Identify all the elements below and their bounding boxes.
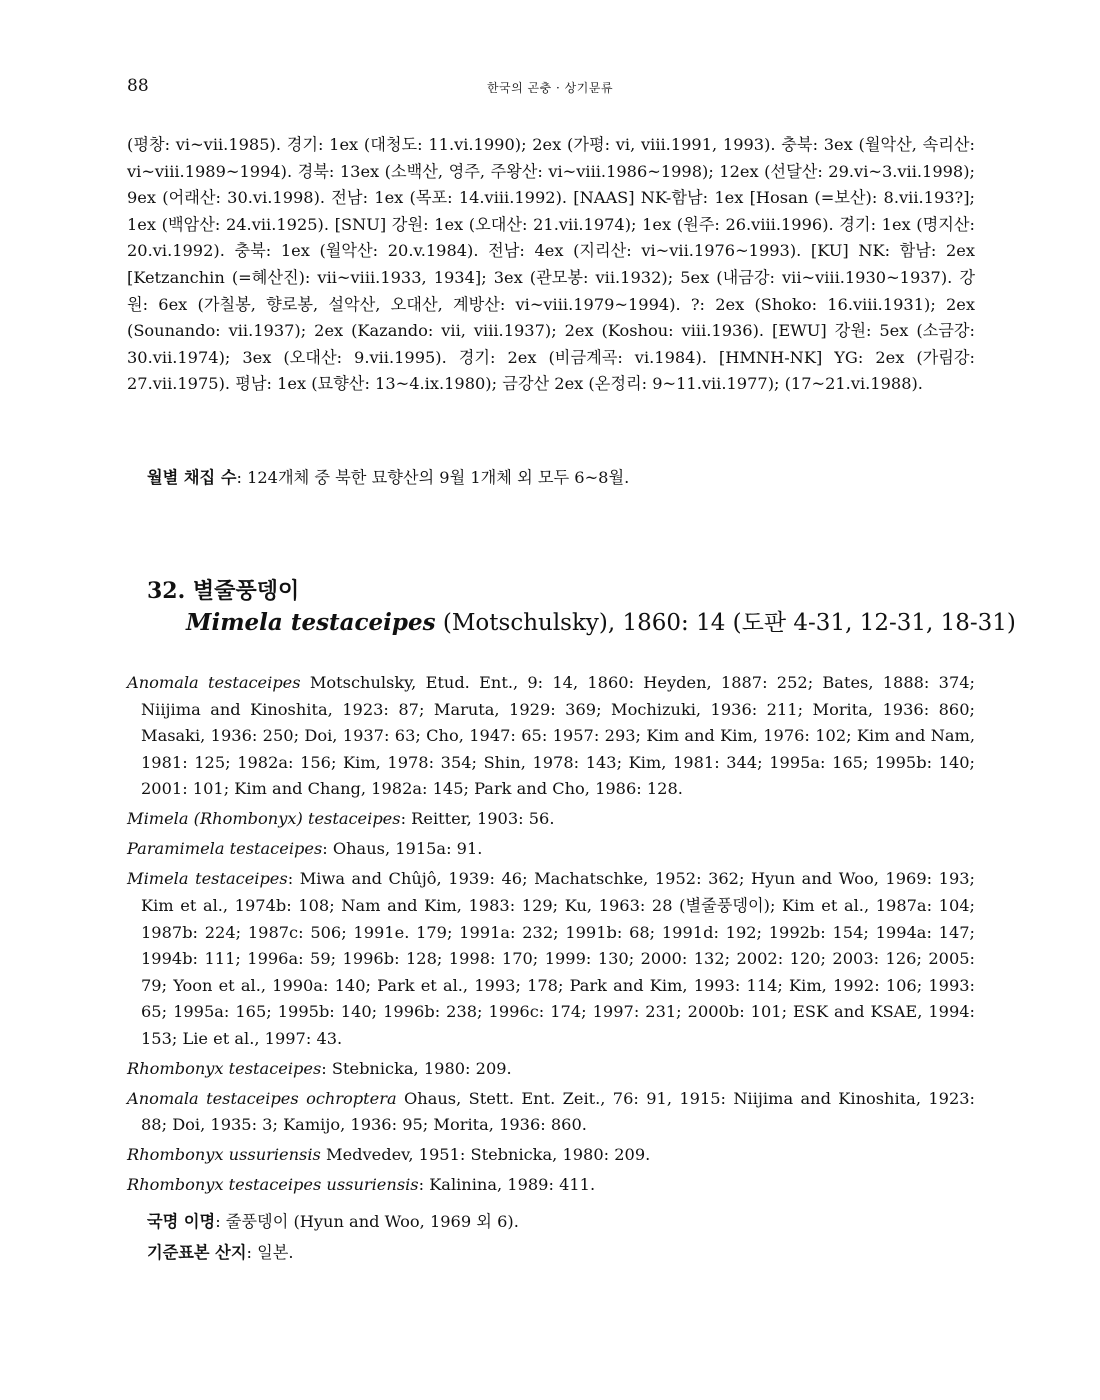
synonymy-list (127, 670, 975, 1202)
synonym-name: Mimela testaceipes (127, 869, 288, 889)
synonym-name: Anomala testaceipes (127, 673, 301, 692)
synonym-name: Anomala testaceipes ochroptera (127, 1088, 397, 1108)
type-locality-note (147, 1240, 294, 1266)
note-label: 국명 이명 (147, 1212, 216, 1231)
note-label: 기준표본 산지 (147, 1243, 247, 1262)
synonym-name: Rhombonyx testaceipes ussuriensis (127, 1175, 419, 1195)
specimen-records-paragraph (127, 132, 975, 398)
species-scientific-name: Mimela testaceipes (186, 609, 436, 636)
synonym-entry (127, 670, 975, 803)
synonym-citation: Ohaus, Stett. Ent. Zeit., 76: 91, 1915: Niijima and Kinoshita, 1923: 88; Doi, 1935: 3; Kamijo, 1936: 95; Morita, 1936: 860. (141, 1088, 975, 1135)
synonym-name: Mimela (Rhombonyx) testaceipes (127, 809, 401, 829)
running-title: 한국의 곤충 · 상기문류 (486, 81, 614, 95)
synonym-citation: Medvedev, 1951: Stebnicka, 1980: 209. (320, 1145, 651, 1165)
synonym-citation: : Reitter, 1903: 56. (400, 809, 555, 829)
synonym-name: Rhombonyx ussuriensis (127, 1145, 321, 1165)
monthly-collection-note (147, 465, 629, 491)
synonym-name: Paramimela testaceipes (127, 839, 323, 859)
synonym-entry (127, 1142, 975, 1169)
note-text: : 일본. (246, 1243, 294, 1262)
synonym-entry (127, 1172, 975, 1199)
synonym-citation: : Stebnicka, 1980: 209. (321, 1058, 512, 1078)
synonym-entry (127, 1086, 975, 1139)
species-author: (Motschulsky), 1860: 14 (도판 4-31, 12-31, 18-31) (435, 610, 1016, 636)
species-heading: 32. 별줄풍뎅이 (147, 578, 300, 604)
note-text: : 줄풍뎅이 (Hyun and Woo, 1969 외 6). (215, 1212, 519, 1231)
monthly-collection-text: : 124개체 중 북한 묘향산의 9월 1개체 외 모두 6~8월. (236, 468, 630, 487)
synonym-citation: : Kalinina, 1989: 411. (418, 1175, 596, 1195)
synonym-entry (127, 836, 975, 863)
synonym-name: Rhombonyx testaceipes (127, 1058, 322, 1078)
monthly-collection-label: 월별 채집 수 (147, 468, 237, 487)
page-number: 88 (127, 76, 149, 96)
synonym-entry (127, 1056, 975, 1083)
synonym-citation: : Ohaus, 1915a: 91. (322, 839, 483, 859)
specimen-records-text: (평창: vi~vii.1985). 경기: 1ex (대청도: 11.vi.1990); 2ex (가평: vi, viii.1991, 1993). 충북: 3ex (월악산, 속리산: vi~viii.1989~1994). 경북: 13ex (소백산, 영주, 주왕산: vi~viii.1986~1998); 12ex (선달산: 29.vi~3.vii.1998); 9ex (어래산: 30.vi.1998). 전남: 1ex (목포: 14.viii.1992). [NAAS] NK-함남: 1ex [Hosan (=보산): 8.vii.193?]; 1ex (백암산: 24.vii.1925). [SNU] 강원: 1ex (오대산: 21.vii.1974); 1ex (원주: 26.viii.1996). 경기: 1ex (명지산: 20.vi.1992). 충북: 1ex (월악산: 20.v.1984). 전남: 4ex (지리산: vi~vii.1976~1993). [KU] NK: 함남: 2ex [Ketzanchin (=혜산진): vii~viii.1933, 1934]; 3ex (관모봉: vii.1932); 5ex (내금강: vii~viii.1930~1937). 강원: 6ex (가칠봉, 향로봉, 설악산, 오대산, 계방산: vi~viii.1979~1994). ?: 2ex (Shoko: 16.viii.1931); 2ex (Sounando: vii.1937); 2ex (Kazando: vii, viii.1937); 2ex (Koshou: viii.1936). [EWU] 강원: 5ex (소금강: 30.vii.1974); 3ex (오대산: 9.vii.1995). 경기: 2ex (비금계곡: vi.1984). [HMNH-NK] YG: 2ex (가림강: 27.vii.1975). 평남: 1ex (묘향산: 13~4.ix.1980); 금강산 2ex (온정리: 9~11.vii.1977); (17~21.vi.1988). (127, 135, 975, 394)
synonym-citation: : Miwa and Chûjô, 1939: 46; Machatschke, 1952: 362; Hyun and Woo, 1969: 193; Kim et al., 1974b: 108; Nam and Kim, 1983: 129; Ku, 1963: 28 (별줄풍뎅이); Kim et al., 1987a: 104; 1987b: 224; 1987c: 506; 1991e. 179; 1991a: 232; 1991b: 68; 1991d: 192; 1992b: 154; 1994a: 147; 1994b: 111; 1996a: 59; 1996b: 128; 1998: 170; 1999: 130; 2000: 132; 2002: 120; 2003: 126; 2005: 79; Yoon et al., 1990a: 140; Park et al., 1993; 178; Park and Kim, 1993: 114; Kim, 1992: 106; 1993: 65; 1995a: 165; 1995b: 140; 1996b: 238; 1996c: 174; 1997: 231; 2000b: 101; ESK and KSAE, 1994: 153; Lie et al., 1997: 43. (141, 869, 975, 1048)
korean-name-synonym-note (147, 1209, 519, 1235)
synonym-entry (127, 806, 975, 833)
synonym-entry (127, 866, 975, 1052)
species-scientific-heading (186, 604, 1016, 637)
synonym-citation: Motschulsky, Etud. Ent., 9: 14, 1860: Heyden, 1887: 252; Bates, 1888: 374; Niijima and Kinoshita, 1923: 87; Maruta, 1929: 369; Mochizuki, 1936: 211; Morita, 1936: 860; Masaki, 1936: 250; Doi, 1937: 63; Cho, 1947: 65: 1957: 293; Kim and Kim, 1976: 102; Kim and Nam, 1981: 125; 1982a: 156; Kim, 1978: 354; Shin, 1978: 143; Kim, 1981: 344; 1995a: 165; 1995b: 140; 2001: 101; Kim and Chang, 1982a: 145; Park and Cho, 1986: 128. (141, 673, 975, 799)
